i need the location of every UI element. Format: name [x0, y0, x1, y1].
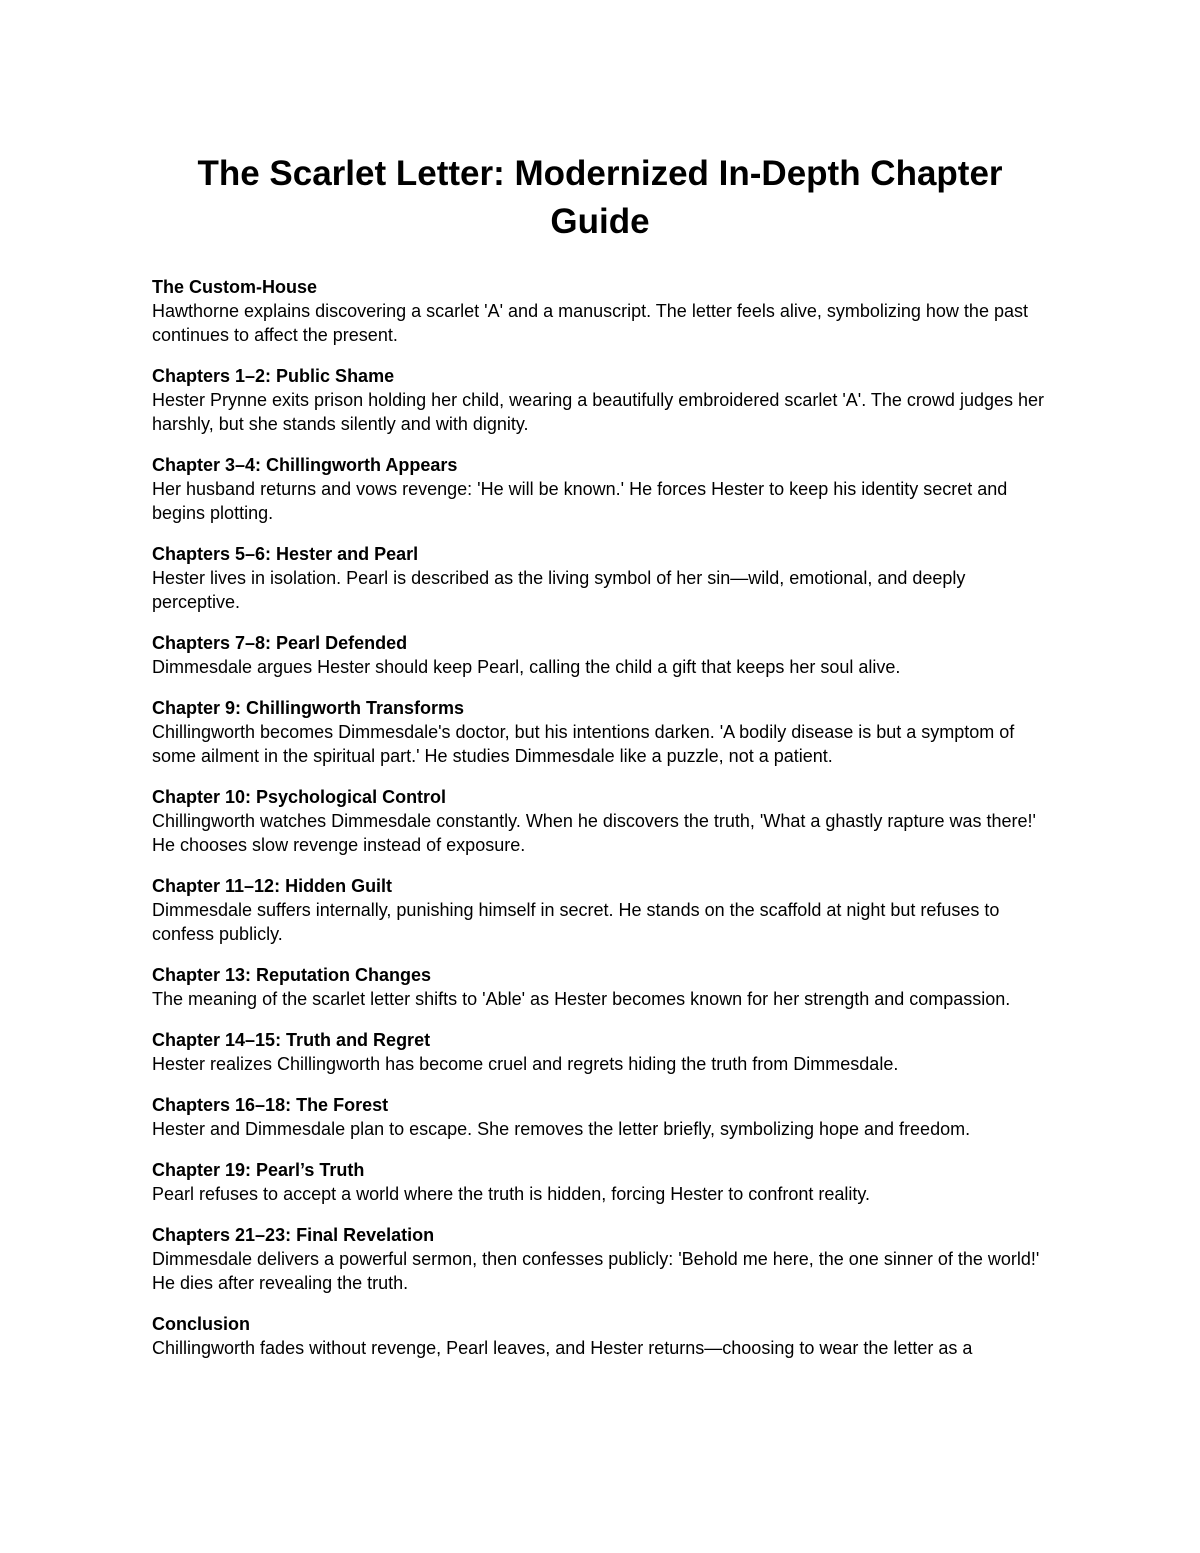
section-chapters-21-23 — [152, 1223, 1057, 1295]
section-body: Pearl refuses to accept a world where the truth is hidden, forcing Hester to confront reality. — [152, 1184, 871, 1204]
section-chapters-1-2 — [152, 364, 1057, 436]
section-heading: The Custom-House — [152, 277, 318, 297]
section-chapter-9 — [152, 696, 1057, 768]
section-heading: Chapters 16–18: The Forest — [152, 1095, 389, 1115]
section-body: Dimmesdale argues Hester should keep Pearl, calling the child a gift that keeps her soul alive. — [152, 657, 901, 677]
section-body: Dimmesdale delivers a powerful sermon, then confesses publicly: 'Behold me here, the one sinner of the world!' He dies after revealing the truth. — [152, 1249, 1040, 1293]
section-chapter-13 — [152, 963, 1057, 1011]
section-body: The meaning of the scarlet letter shifts to 'Able' as Hester becomes known for her strength and compassion. — [152, 989, 1011, 1009]
document-title: The Scarlet Letter: Modernized In-Depth Chapter Guide — [197, 154, 1003, 241]
section-body: Chillingworth becomes Dimmesdale's doctor, but his intentions darken. 'A bodily disease is but a symptom of some ailment in the spiritual part.' He studies Dimmesdale like a puzzle, not a patient. — [152, 722, 1015, 766]
section-body: Hester lives in isolation. Pearl is described as the living symbol of her sin—wild, emotional, and deeply perceptive. — [152, 568, 966, 612]
section-heading: Chapters 5–6: Hester and Pearl — [152, 544, 419, 564]
section-heading: Chapters 7–8: Pearl Defended — [152, 633, 408, 653]
chapter-sections — [152, 275, 1057, 1377]
section-chapters-5-6 — [152, 542, 1057, 614]
section-chapter-11-12 — [152, 874, 1057, 946]
section-heading: Chapter 14–15: Truth and Regret — [152, 1030, 431, 1050]
section-body: Hester Prynne exits prison holding her child, wearing a beautifully embroidered scarlet 'A'. The crowd judges her harshly, but she stands silently and with dignity. — [152, 390, 1045, 434]
section-body: Hester and Dimmesdale plan to escape. She removes the letter briefly, symbolizing hope and freedom. — [152, 1119, 971, 1139]
section-heading: Chapter 10: Psychological Control — [152, 787, 447, 807]
section-body: Her husband returns and vows revenge: 'He will be known.' He forces Hester to keep his identity secret and begins plotting. — [152, 479, 1008, 523]
section-custom-house — [152, 275, 1057, 347]
section-chapters-16-18 — [152, 1093, 1057, 1141]
section-heading: Chapter 11–12: Hidden Guilt — [152, 876, 393, 896]
section-heading: Chapter 13: Reputation Changes — [152, 965, 432, 985]
section-chapter-14-15 — [152, 1028, 1057, 1076]
section-heading: Conclusion — [152, 1314, 250, 1334]
section-body: Dimmesdale suffers internally, punishing himself in secret. He stands on the scaffold at night but refuses to confess publicly. — [152, 900, 1000, 944]
section-heading: Chapters 21–23: Final Revelation — [152, 1225, 435, 1245]
section-chapters-7-8 — [152, 631, 1057, 679]
section-heading: Chapter 3–4: Chillingworth Appears — [152, 455, 458, 475]
section-body: Chillingworth watches Dimmesdale constantly. When he discovers the truth, 'What a ghastly rapture was there!' He chooses slow revenge instead of exposure. — [152, 811, 1036, 855]
section-heading: Chapter 9: Chillingworth Transforms — [152, 698, 465, 718]
section-chapter-10 — [152, 785, 1057, 857]
section-heading: Chapter 19: Pearl’s Truth — [152, 1160, 365, 1180]
section-body: Chillingworth fades without revenge, Pearl leaves, and Hester returns—choosing to wear the letter as a — [152, 1338, 973, 1358]
section-chapter-3-4 — [152, 453, 1057, 525]
section-heading: Chapters 1–2: Public Shame — [152, 366, 395, 386]
section-body: Hawthorne explains discovering a scarlet 'A' and a manuscript. The letter feels alive, symbolizing how the past continues to affect the present. — [152, 301, 1028, 345]
section-chapter-19 — [152, 1158, 1057, 1206]
section-conclusion — [152, 1312, 1057, 1360]
section-body: Hester realizes Chillingworth has become cruel and regrets hiding the truth from Dimmesdale. — [152, 1054, 899, 1074]
